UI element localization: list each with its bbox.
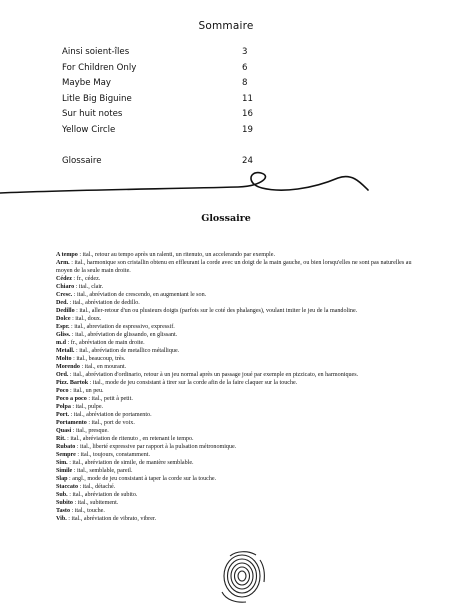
toc-row-page: 3 [242, 47, 248, 57]
glossary-entry [56, 411, 412, 419]
glossary-definition: : ital., abréviation de simile, de manière semblable. [67, 460, 194, 466]
glossary-term: Espr. [56, 324, 70, 330]
toc-row-page: 19 [242, 124, 253, 135]
glossary-definition: : ital., semblable, pareil. [72, 468, 133, 474]
glossary-entry [56, 379, 412, 387]
glossary-entry [56, 443, 412, 451]
glossary-term: Vib. [56, 516, 67, 522]
glossary-definition: : ital., doux. [70, 316, 102, 322]
glossary-term: Gliss. [56, 332, 71, 338]
glossary-definition: : ital., presque. [71, 428, 109, 434]
glossary-term: Dedillo [56, 308, 75, 314]
toc-row-title: Litle Big Biguine [62, 93, 132, 104]
glossary-entry [56, 419, 412, 427]
toc-row[interactable] [62, 107, 282, 123]
glossary-definition: : angl., mode de jeu consistant à taper la corde sur la touche. [67, 476, 217, 482]
glossary-term: Poco a poco [56, 396, 87, 402]
glossary-definition: : ital., abréviation de vibrato, vibrer. [66, 516, 157, 522]
glossary-term: Simile [56, 468, 73, 474]
glossary-entry [56, 331, 412, 339]
toc-row-page: 11 [242, 93, 253, 104]
toc-row[interactable] [62, 92, 282, 108]
glossary-list [56, 251, 412, 523]
glossary-definition: : fr., cédez. [71, 276, 101, 282]
toc-row-page: 8 [242, 78, 248, 88]
glossary-entry [56, 451, 412, 459]
glossary-definition: : ital., abreviation de espressivo, expressif. [69, 324, 175, 330]
glossary-term: Rit. [56, 436, 66, 442]
toc-row-title: Sur huit notes [62, 109, 123, 119]
glossary-definition: : ital., pulpe. [70, 404, 104, 410]
toc-row[interactable] [62, 45, 282, 61]
glossary-definition: : ital., port de voix. [86, 420, 135, 426]
toc-title: Sommaire [198, 20, 254, 32]
glossary-entry [56, 459, 412, 467]
glossary-definition: : ital., aller-retour d'un ou plusieurs doigts (parfois sur le coté des phalanges), voulant imiter le jeu de la mandoline. [74, 308, 358, 314]
glossary-entry [56, 515, 412, 523]
glossary-entry [56, 315, 412, 323]
glossary-entry [56, 339, 412, 347]
glossary-definition: : ital., abréviation de glissando, en glissant. [70, 332, 178, 338]
glossary-entry [56, 467, 412, 475]
glossary-definition: : ital., abréviation de metallico métallique. [74, 348, 180, 354]
toc-row[interactable] [62, 61, 282, 77]
glossary-definition: : ital., abréviation d'ordinario, retour à un jeu normal après un passage joué par exemple en pizzicato, en harmoniques. [68, 372, 359, 378]
toc-row-page: 16 [242, 109, 253, 119]
toc-row-page: 24 [242, 156, 253, 166]
toc-row[interactable] [62, 76, 282, 92]
glossary-definition: : ital., un peu. [68, 388, 104, 394]
glossary-definition: : ital., détaché. [78, 484, 116, 490]
glossary-definition: : ital., en mourant. [79, 364, 127, 370]
glossary-definition: : ital., abréviation de ritenuto , en retenant le tempo. [65, 436, 194, 442]
glossary-entry [56, 299, 412, 307]
table-of-contents [62, 45, 282, 170]
glossary-definition: : ital., subitement. [72, 500, 119, 506]
glossary-entry [56, 363, 412, 371]
glossary-term: A tempo [56, 252, 78, 258]
glossary-entry [56, 427, 412, 435]
glossary-entry [56, 403, 412, 411]
glossary-entry [56, 259, 412, 275]
glossary-term: Metall. [56, 348, 75, 354]
glossary-entry [56, 507, 412, 515]
glossary-definition: : ital., beaucoup, très. [71, 356, 126, 362]
glossary-term: Cresc. [56, 292, 73, 298]
glossary-entry [56, 491, 412, 499]
glossary-entry [56, 251, 412, 259]
glossary-entry [56, 323, 412, 331]
glossary-definition: : fr., abréviation de main droite. [66, 340, 145, 346]
glossary-definition: : ital., mode de jeu consistant à tirer sur la corde afin de la faire claquer sur la touche. [88, 380, 298, 386]
glossary-title: Glossaire [201, 213, 251, 224]
glossary-term: Morendo [56, 364, 80, 370]
glossary-term: Sim. [56, 460, 68, 466]
glossary-entry [56, 275, 412, 283]
glossary-term: Dolce [56, 316, 71, 322]
glossary-term: Chiaro [56, 284, 75, 290]
glossary-entry [56, 307, 412, 315]
toc-row-title: Maybe May [62, 78, 112, 88]
glossary-entry [56, 483, 412, 491]
glossary-term: Molto [56, 356, 72, 362]
glossary-definition: : ital., abréviation de subito. [67, 492, 138, 498]
fingerprint-icon [216, 548, 268, 604]
glossary-definition: : ital., harmonique son cristallin obtenu en effleurant la corde avec un doigt de la main gauche, ou bien lorsqu'elles ne sont pas naturelles au moyen de la seule main droite. [56, 260, 412, 274]
glossary-term: Slap [56, 476, 68, 482]
glossary-definition: : ital., liberté expressive par rapport à la pulsation métronomique. [75, 444, 237, 450]
glossary-term: Rubato [56, 444, 76, 450]
toc-row-title: Ainsi soient-îles [62, 47, 130, 57]
squiggle-line-icon [0, 168, 452, 204]
glossary-entry [56, 347, 412, 355]
glossary-term: Staccato [56, 484, 78, 490]
toc-row-title: Glossaire [62, 156, 102, 166]
glossary-entry [56, 371, 412, 379]
glossary-term: Poco [56, 388, 69, 394]
glossary-term: Subito [56, 500, 73, 506]
glossary-term: m.d [56, 340, 66, 346]
glossary-entry [56, 499, 412, 507]
glossary-term: Cédez [56, 276, 72, 282]
glossary-entry [56, 283, 412, 291]
glossary-term: Quasi [56, 428, 72, 434]
glossary-term: Portamento [56, 420, 87, 426]
glossary-term: Pizz. Bartok [56, 380, 89, 386]
glossary-definition: : ital., retour au tempo après un ralenti, un ritenuto, un accelerando par exemple. [77, 252, 275, 258]
glossary-entry [56, 395, 412, 403]
glossary-term: Port. [56, 412, 70, 418]
glossary-term: Arm. [56, 260, 70, 266]
glossary-entry [56, 291, 412, 299]
toc-row-page: 6 [242, 62, 248, 73]
glossary-definition: : ital., touche. [70, 508, 105, 514]
toc-row-title: For Children Only [62, 62, 137, 73]
glossary-definition: : ital., abréviation de dedillo. [68, 300, 140, 306]
glossary-definition: : ital., toujours, constamment. [75, 452, 150, 458]
glossary-definition: : ital., abréviation de portamento. [69, 412, 152, 418]
glossary-entry [56, 387, 412, 395]
glossary-definition: : ital., abréviation de crescendo, en augmentant le son. [72, 292, 207, 298]
glossary-term: Ord. [56, 372, 69, 378]
glossary-entry [56, 355, 412, 363]
glossary-term: Polpa [56, 404, 71, 410]
toc-row[interactable] [62, 123, 282, 139]
toc-row-title: Yellow Circle [62, 124, 116, 135]
glossary-definition: : ital., petit à petit. [86, 396, 133, 402]
glossary-definition: : ital., clair. [74, 284, 104, 290]
glossary-term: Ded. [56, 300, 69, 306]
glossary-entry [56, 435, 412, 443]
glossary-entry [56, 475, 412, 483]
glossary-term: Sub. [56, 492, 68, 498]
glossary-term: Tasto [56, 508, 70, 514]
glossary-term: Sempre [56, 452, 76, 458]
